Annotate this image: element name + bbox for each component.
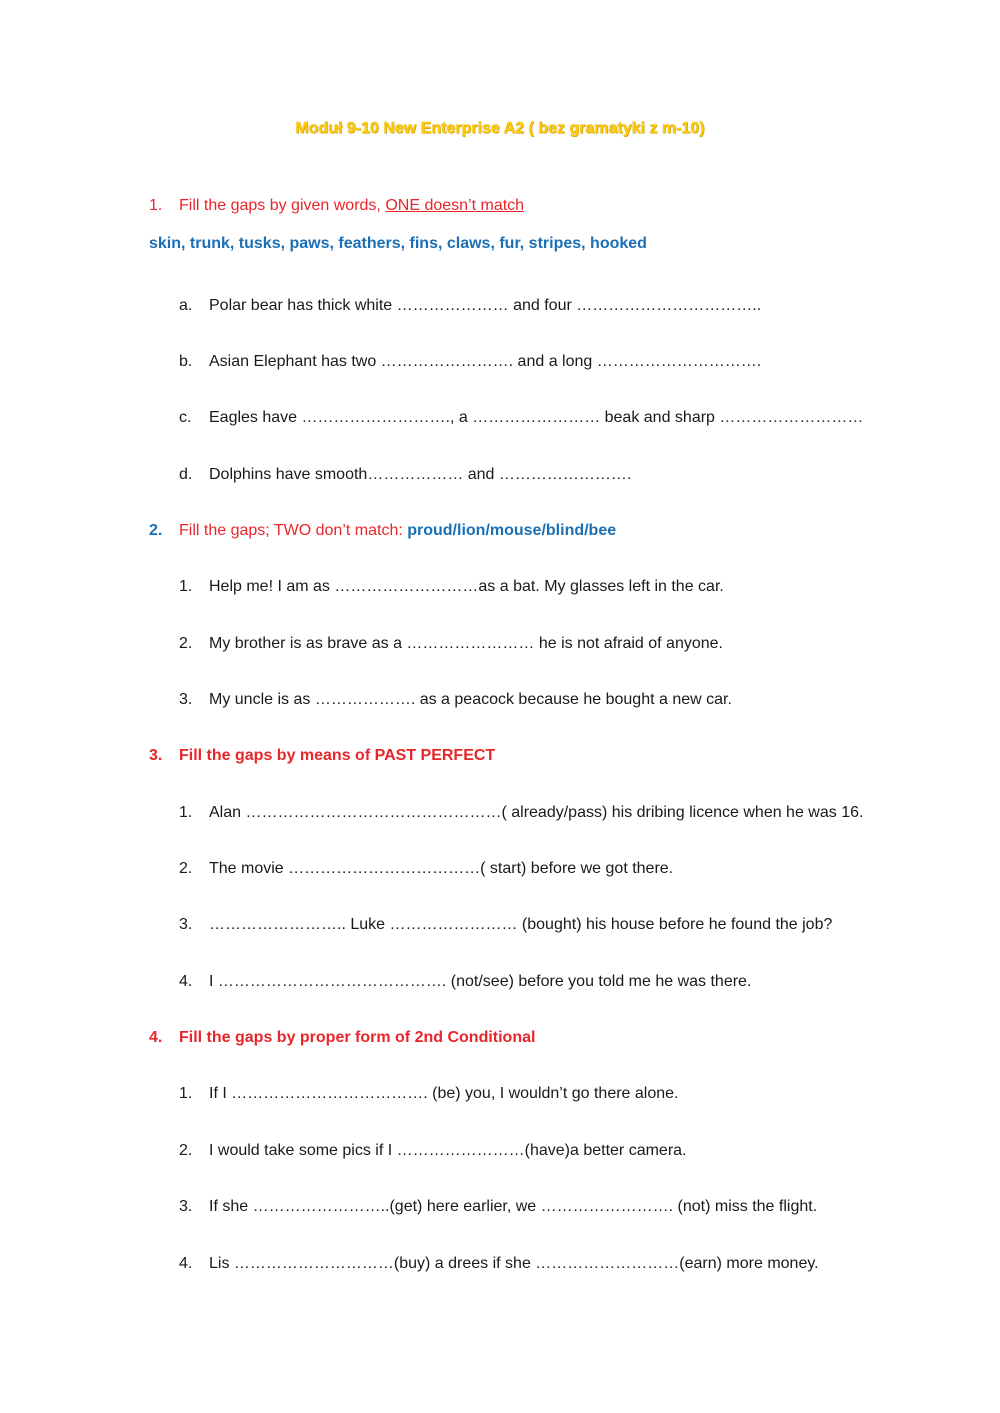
section-3-item-4	[179, 973, 751, 991]
section-1-number: 1.	[149, 197, 163, 214]
section-3-item-2	[179, 860, 673, 878]
item-label: 1.	[179, 804, 193, 821]
item-text: I ……………………………………. (not/see) before you told me he was there.	[209, 973, 752, 990]
item-label: 4.	[179, 973, 193, 990]
item-label: 3.	[179, 1198, 193, 1215]
section-3-item-3	[179, 916, 832, 934]
item-label: 1.	[179, 1085, 193, 1102]
item-label: 3.	[179, 691, 193, 708]
item-label: 2.	[179, 635, 193, 652]
item-label: 1.	[179, 578, 193, 595]
section-1-instruction-underlined: ONE doesn’t match	[385, 197, 525, 214]
section-2-item-3	[179, 691, 732, 709]
item-text: Dolphins have smooth……………… and …………………….	[209, 466, 632, 483]
section-3-number: 3.	[149, 747, 163, 764]
section-2-number: 2.	[149, 522, 163, 539]
item-text: Eagles have ………………………., a …………………… beak and sharp ………………………	[209, 409, 864, 426]
section-4-item-2	[179, 1142, 686, 1160]
item-text: Help me! I am as ………………………as a bat. My glasses left in the car.	[209, 578, 724, 595]
item-text: Alan …………………………………………( already/pass) his dribing licence when he was 16.	[209, 804, 864, 821]
item-label: b.	[179, 353, 193, 370]
section-4-heading	[149, 1029, 535, 1047]
section-2-item-1	[179, 578, 724, 596]
item-label: a.	[179, 297, 193, 314]
item-text: Polar bear has thick white ………………… and four ……………………………..	[209, 297, 762, 314]
section-2-item-2	[179, 635, 723, 653]
worksheet-title: Moduł 9-10 New Enterprise A2 ( bez gramatyki z m-10)	[295, 120, 705, 137]
item-text: I would take some pics if I ……………………(have)a better camera.	[209, 1142, 687, 1159]
section-1-item-c	[179, 409, 863, 427]
section-2-word-bank: proud/lion/mouse/blind/bee	[407, 522, 617, 539]
item-text: The movie ………………………………( start) before we got there.	[209, 860, 674, 877]
item-label: d.	[179, 466, 193, 483]
item-label: c.	[179, 409, 192, 426]
section-2-heading	[149, 522, 616, 540]
section-4-item-4	[179, 1255, 819, 1273]
item-text: My brother is as brave as a …………………… he is not afraid of anyone.	[209, 635, 723, 652]
section-4-item-3	[179, 1198, 817, 1216]
section-1-instruction: Fill the gaps by given words,	[179, 197, 386, 214]
item-label: 4.	[179, 1255, 193, 1272]
section-4-number: 4.	[149, 1029, 163, 1046]
section-2-instruction: Fill the gaps; TWO don’t match:	[179, 522, 408, 539]
section-1-item-b	[179, 353, 761, 371]
item-text: If she ……………………..(get) here earlier, we ……………………. (not) miss the flight.	[209, 1198, 818, 1215]
section-1-word-bank: skin, trunk, tusks, paws, feathers, fins, claws, fur, stripes, hooked	[149, 235, 647, 252]
section-1-item-d	[179, 466, 631, 484]
section-4-instruction: Fill the gaps by proper form of 2nd Conditional	[179, 1029, 536, 1046]
item-label: 2.	[179, 1142, 193, 1159]
item-text: Asian Elephant has two ……………………. and a long ………………………….	[209, 353, 762, 370]
section-3-item-1	[179, 804, 863, 822]
item-text: My uncle is as ………………. as a peacock because he bought a new car.	[209, 691, 732, 708]
section-1-heading	[149, 197, 524, 215]
item-label: 2.	[179, 860, 193, 877]
section-3-heading	[149, 747, 495, 765]
item-text: Lis …………………………(buy) a drees if she ………………………(earn) more money.	[209, 1255, 819, 1272]
section-3-instruction: Fill the gaps by means of PAST PERFECT	[179, 747, 496, 764]
item-text: If I ………………………………. (be) you, I wouldn’t go there alone.	[209, 1085, 679, 1102]
section-1-item-a	[179, 297, 761, 315]
section-4-item-1	[179, 1085, 679, 1103]
item-label: 3.	[179, 916, 193, 933]
item-text: …………………….. Luke …………………… (bought) his house before he found the job?	[209, 916, 833, 933]
